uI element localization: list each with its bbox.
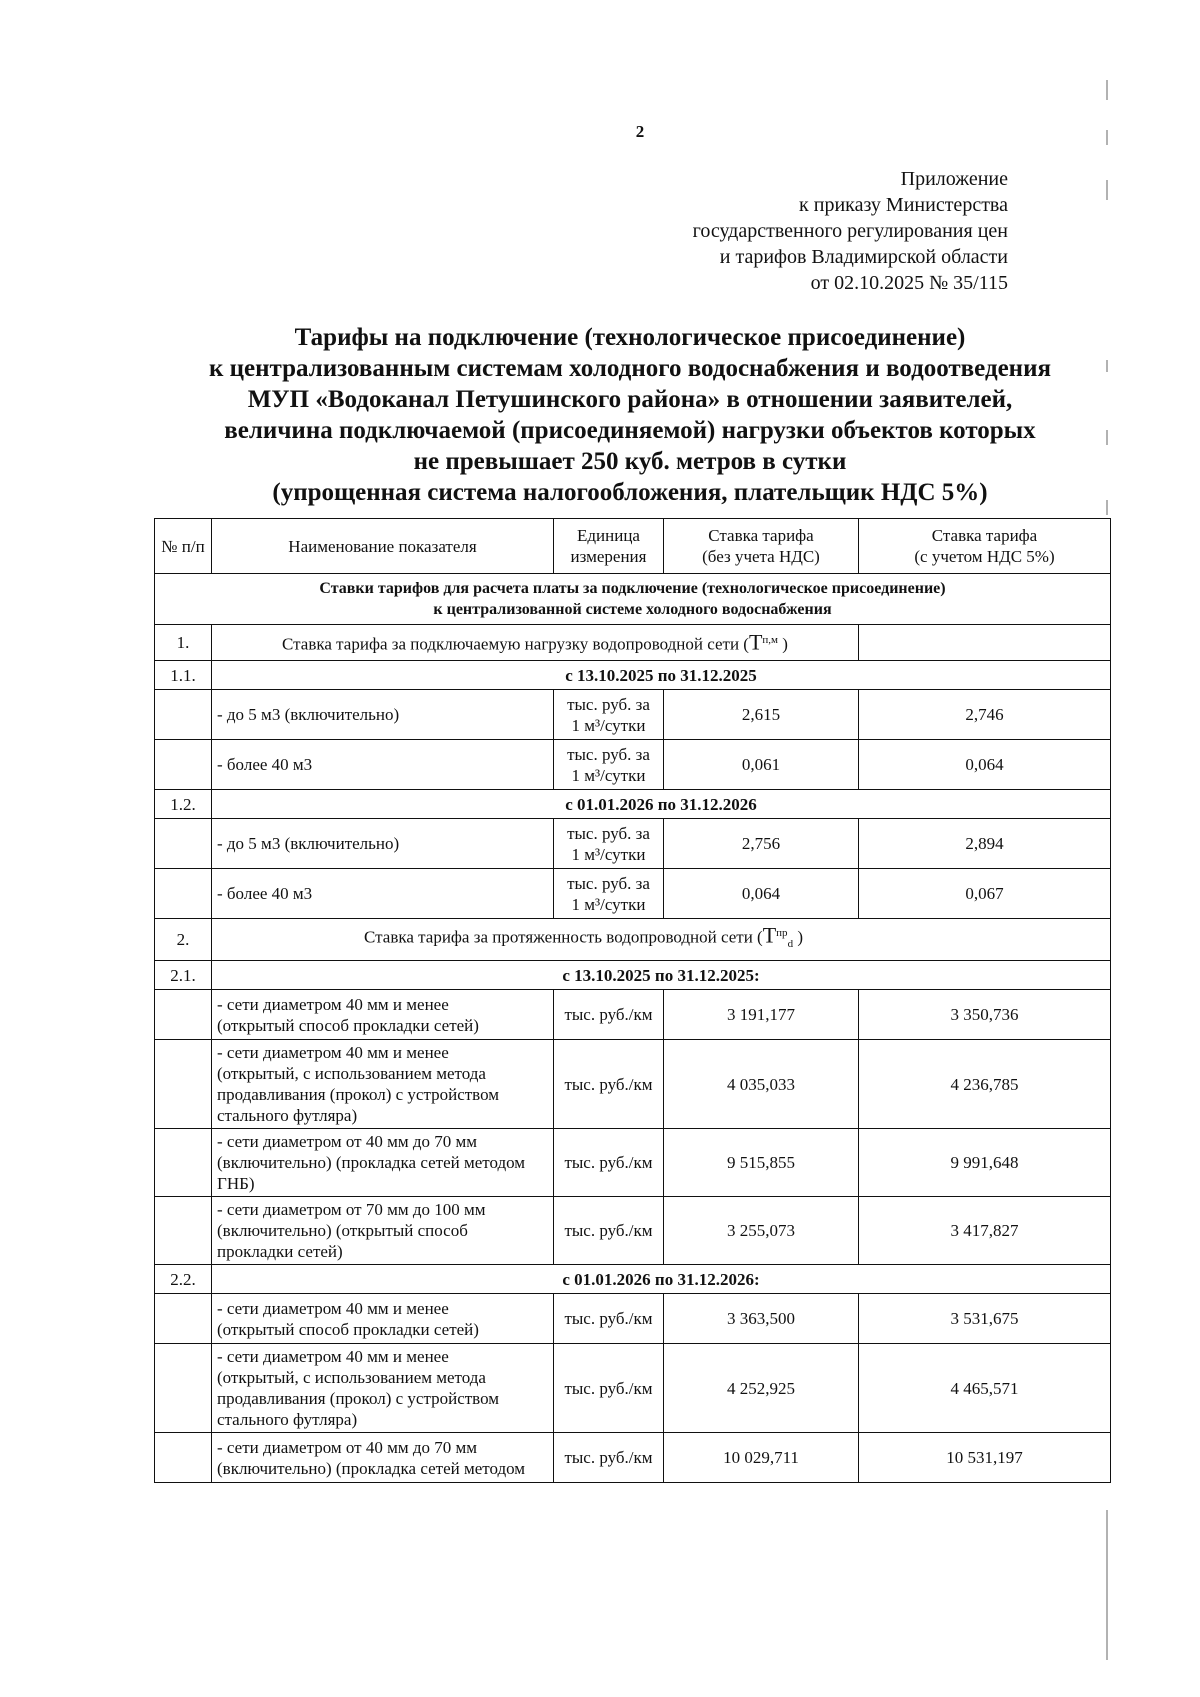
period-row <box>155 661 1111 690</box>
row-unit: тыс. руб./км <box>554 1197 664 1265</box>
item-num: 2. <box>155 919 212 961</box>
appendix-line: и тарифов Владимирской области <box>719 246 1008 268</box>
table-row <box>155 1197 1111 1265</box>
row-name: - более 40 м3 <box>212 869 554 919</box>
row-rate-no-vat: 4 252,925 <box>664 1344 859 1433</box>
empty-cell <box>155 1129 212 1197</box>
row-unit: тыс. руб./км <box>554 1040 664 1129</box>
table-header-row <box>155 519 1111 574</box>
row-unit: тыс. руб./км <box>554 990 664 1040</box>
scan-edge-marks <box>1104 60 1110 1660</box>
period-label: с 13.10.2025 по 31.12.2025: <box>212 961 1111 990</box>
table-row <box>155 1433 1111 1483</box>
page-number: 2 <box>635 122 645 141</box>
period-num: 1.1. <box>155 661 212 690</box>
period-row <box>155 961 1111 990</box>
empty-cell <box>859 625 1111 661</box>
title-line: величина подключаемой (присоединяемой) нагрузки объектов которых <box>224 417 1036 444</box>
row-rate-no-vat: 2,615 <box>664 690 859 740</box>
empty-cell <box>155 819 212 869</box>
row-name: - сети диаметром от 70 мм до 100 мм (включительно) (открытый способ прокладки сетей) <box>212 1197 554 1265</box>
row-rate-vat: 2,894 <box>859 819 1111 869</box>
table-row <box>155 990 1111 1040</box>
item-row <box>155 919 1111 961</box>
header-unit: Единица измерения <box>554 519 664 574</box>
table-row <box>155 1294 1111 1344</box>
row-unit: тыс. руб./км <box>554 1433 664 1483</box>
empty-cell <box>155 740 212 790</box>
title-line: Тарифы на подключение (технологическое присоединение) <box>294 324 966 351</box>
row-unit: тыс. руб./км <box>554 1294 664 1344</box>
row-rate-vat: 3 417,827 <box>859 1197 1111 1265</box>
period-label: с 01.01.2026 по 31.12.2026 <box>212 790 1111 819</box>
appendix-line: государственного регулирования цен <box>692 220 1008 242</box>
period-label: с 01.01.2026 по 31.12.2026: <box>212 1265 1111 1294</box>
header-rate-no-vat: Ставка тарифа (без учета НДС) <box>664 519 859 574</box>
row-unit: тыс. руб. за 1 м³/сутки <box>554 819 664 869</box>
period-num: 2.1. <box>155 961 212 990</box>
appendix-block <box>693 166 1008 296</box>
table-row <box>155 740 1111 790</box>
empty-cell <box>155 1040 212 1129</box>
row-rate-vat: 3 531,675 <box>859 1294 1111 1344</box>
row-name: - сети диаметром от 40 мм до 70 мм (включительно) (прокладка сетей методом <box>212 1433 554 1483</box>
row-unit: тыс. руб. за 1 м³/сутки <box>554 740 664 790</box>
period-row <box>155 790 1111 819</box>
row-rate-vat: 0,067 <box>859 869 1111 919</box>
tariffs-table <box>154 518 1111 1483</box>
row-name: - сети диаметром от 40 мм до 70 мм (включительно) (прокладка сетей методом ГНБ) <box>212 1129 554 1197</box>
row-rate-no-vat: 0,064 <box>664 869 859 919</box>
row-rate-no-vat: 3 363,500 <box>664 1294 859 1344</box>
period-row <box>155 1265 1111 1294</box>
row-rate-vat: 2,746 <box>859 690 1111 740</box>
table-row <box>155 1129 1111 1197</box>
header-num: № п/п <box>155 519 212 574</box>
row-unit: тыс. руб./км <box>554 1344 664 1433</box>
table-row <box>155 1344 1111 1433</box>
row-unit: тыс. руб. за 1 м³/сутки <box>554 869 664 919</box>
item-label: Ставка тарифа за подключаемую нагрузку водопроводной сети ($T^{п,м}$ ) <box>212 625 859 661</box>
row-rate-no-vat: 3 255,073 <box>664 1197 859 1265</box>
period-num: 2.2. <box>155 1265 212 1294</box>
appendix-line: Приложение <box>900 168 1008 190</box>
title-line: (упрощенная система налогообложения, плательщик НДС 5%) <box>272 479 988 506</box>
row-rate-vat: 9 991,648 <box>859 1129 1111 1197</box>
row-name: - сети диаметром 40 мм и менее (открытый, с использованием метода продавливания (прокол) с устройством стального футляра) <box>212 1344 554 1433</box>
table-row <box>155 690 1111 740</box>
empty-cell <box>155 1344 212 1433</box>
row-rate-vat: 4 465,571 <box>859 1344 1111 1433</box>
item-label: Ставка тарифа за протяженность водопроводной сети ($T^{пр}_d$ ) <box>212 919 1111 961</box>
row-unit: тыс. руб./км <box>554 1129 664 1197</box>
row-rate-vat: 3 350,736 <box>859 990 1111 1040</box>
empty-cell <box>155 990 212 1040</box>
row-name: - сети диаметром 40 мм и менее (открытый способ прокладки сетей) <box>212 990 554 1040</box>
period-num: 1.2. <box>155 790 212 819</box>
title-line: не превышает 250 куб. метров в сутки <box>413 448 847 475</box>
row-rate-no-vat: 2,756 <box>664 819 859 869</box>
section-title: Ставки тарифов для расчета платы за подключение (технологическое присоединение) к централизованной системе холодного водоснабжения <box>155 574 1111 625</box>
row-name: - до 5 м3 (включительно) <box>212 690 554 740</box>
period-label: с 13.10.2025 по 31.12.2025 <box>212 661 1111 690</box>
row-rate-vat: 4 236,785 <box>859 1040 1111 1129</box>
row-name: - сети диаметром 40 мм и менее (открытый способ прокладки сетей) <box>212 1294 554 1344</box>
row-rate-no-vat: 9 515,855 <box>664 1129 859 1197</box>
row-name: - сети диаметром 40 мм и менее (открытый, с использованием метода продавливания (прокол) с устройством стального футляра) <box>212 1040 554 1129</box>
appendix-line: к приказу Министерства <box>799 194 1008 216</box>
row-rate-no-vat: 10 029,711 <box>664 1433 859 1483</box>
section-row <box>155 574 1111 625</box>
empty-cell <box>155 1294 212 1344</box>
empty-cell <box>155 869 212 919</box>
row-rate-no-vat: 0,061 <box>664 740 859 790</box>
table-row <box>155 869 1111 919</box>
header-rate-vat: Ставка тарифа (с учетом НДС 5%) <box>859 519 1111 574</box>
item-num: 1. <box>155 625 212 661</box>
row-rate-vat: 10 531,197 <box>859 1433 1111 1483</box>
row-rate-no-vat: 3 191,177 <box>664 990 859 1040</box>
row-rate-vat: 0,064 <box>859 740 1111 790</box>
row-name: - более 40 м3 <box>212 740 554 790</box>
document-title <box>150 322 1110 508</box>
appendix-line: от 02.10.2025 № 35/115 <box>810 272 1008 294</box>
row-unit: тыс. руб. за 1 м³/сутки <box>554 690 664 740</box>
table-row <box>155 1040 1111 1129</box>
empty-cell <box>155 1433 212 1483</box>
header-name: Наименование показателя <box>212 519 554 574</box>
title-line: к централизованным системам холодного водоснабжения и водоотведения <box>208 355 1052 382</box>
title-line: МУП «Водоканал Петушинского района» в отношении заявителей, <box>247 386 1013 413</box>
item-row <box>155 625 1111 661</box>
table-row <box>155 819 1111 869</box>
empty-cell <box>155 690 212 740</box>
empty-cell <box>155 1197 212 1265</box>
row-name: - до 5 м3 (включительно) <box>212 819 554 869</box>
row-rate-no-vat: 4 035,033 <box>664 1040 859 1129</box>
